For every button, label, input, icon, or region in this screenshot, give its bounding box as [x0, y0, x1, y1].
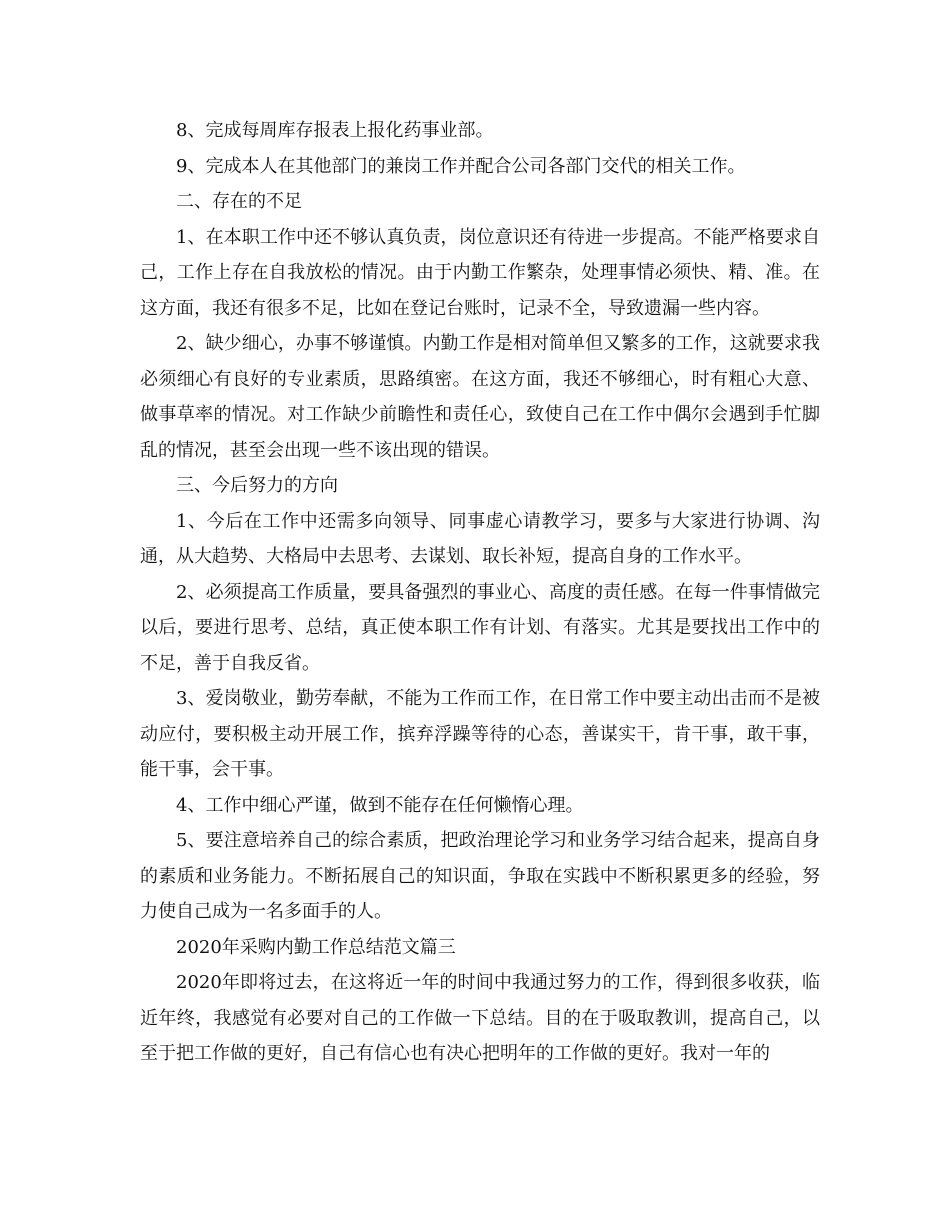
section-heading-future-direction: 三、今后努力的方向: [176, 475, 338, 496]
section-heading-shortcomings: 二、存在的不足: [176, 191, 302, 212]
paragraph-item-8: 8、完成每周库存报表上报化药事业部。: [176, 120, 494, 141]
document-body: [140, 113, 820, 1072]
paragraph-shortcoming-2: 2、缺少细心，办事不够谨慎。内勤工作是相对简单但又繁多的工作，这就要求我必须细心有良好的专业素质，思路缜密。在这方面，我还不够细心，时有粗心大意、做事草率的情况。对工作缺少前瞻性和责任心，致使自己在工作中偶尔会遇到手忙脚乱的情况，甚至会出现一些不该出现的错误。: [140, 333, 820, 461]
paragraph-intro-2020: 2020年即将过去，在这将近一年的时间中我通过努力的工作，得到很多收获，临近年终，我感觉有必要对自己的工作做一下总结。目的在于吸取教训，提高自己，以至于把工作做的更好，自己有信心也有决心把明年的工作做的更好。我对一年的: [140, 972, 820, 1064]
paragraph-shortcoming-1: 1、在本职工作中还不够认真负责，岗位意识还有待进一步提高。不能严格要求自己，工作上存在自我放松的情况。由于内勤工作繁杂，处理事情必须快、精、准。在这方面，我还有很多不足，比如在登记台账时，记录不全，导致遗漏一些内容。: [140, 226, 820, 319]
paragraph-direction-2: 2、必须提高工作质量，要具备强烈的事业心、高度的责任感。在每一件事情做完以后，要进行思考、总结，真正使本职工作有计划、有落实。尤其是要找出工作中的不足，善于自我反省。: [140, 581, 820, 674]
paragraph-direction-5: 5、要注意培养自己的综合素质，把政治理论学习和业务学习结合起来，提高自身的素质和业务能力。不断拓展自己的知识面，争取在实践中不断积累更多的经验，努力使自己成为一名多面手的人。: [140, 830, 820, 922]
paragraph-direction-1: 1、今后在工作中还需多向领导、同事虚心请教学习，要多与大家进行协调、沟通，从大趋势、大格局中去思考、去谋划、取长补短，提高自身的工作水平。: [140, 510, 820, 567]
paragraph-direction-3: 3、爱岗敬业，勤劳奉献，不能为工作而工作，在日常工作中要主动出击而不是被动应付，要积极主动开展工作，摈弃浮躁等待的心态，善谋实干，肯干事，敢干事，能干事，会干事。: [140, 688, 820, 780]
paragraph-direction-4: 4、工作中细心严谨，做到不能存在任何懒惰心理。: [176, 794, 584, 816]
article-title-part-three: 2020年采购内勤工作总结范文篇三: [176, 936, 456, 958]
paragraph-item-9: 9、完成本人在其他部门的兼岗工作并配合公司各部门交代的相关工作。: [176, 155, 746, 177]
